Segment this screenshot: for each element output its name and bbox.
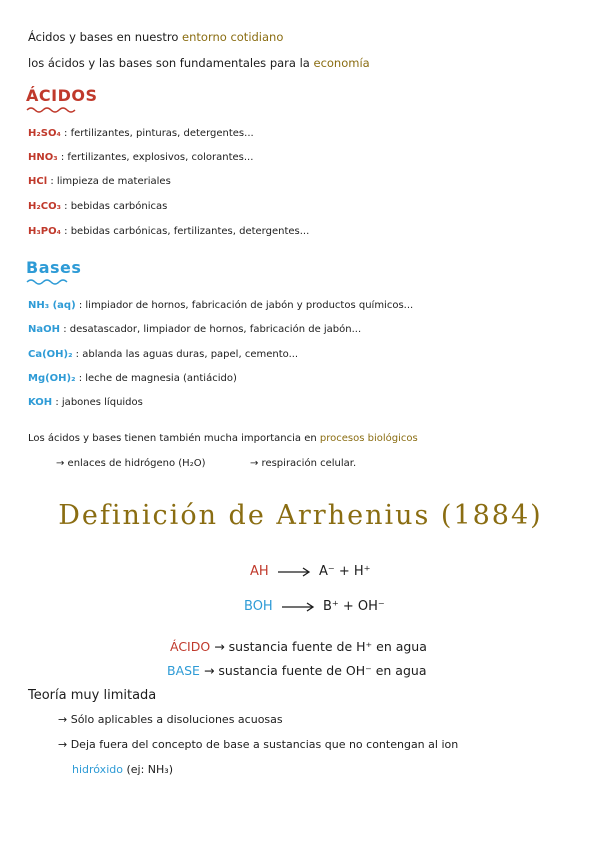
limits-heading: Teoría muy limitada [28, 688, 157, 703]
base-use: : leche de magnesia (antiácido) [78, 373, 237, 384]
arrow-icon [277, 567, 311, 577]
base-use: : jabones líquidos [55, 397, 143, 408]
base-use: : ablanda las aguas duras, papel, cemento... [75, 349, 299, 360]
intro-line-2 [28, 56, 370, 70]
intro-text-1: Ácidos y bases en nuestro [28, 30, 179, 44]
acid-formula: H₂SO₄ [28, 128, 61, 139]
eq-base-left: BOH [244, 599, 273, 614]
acid-formula: HNO₃ [28, 152, 58, 163]
def-base-text: → sustancia fuente de OH⁻ en agua [203, 663, 427, 678]
base-formula: KOH [28, 397, 53, 408]
base-use: : limpiador de hornos, fabricación de jabón y productos químicos... [78, 300, 414, 311]
limits-point-1: → Sólo aplicables a disoluciones acuosas [58, 713, 283, 726]
acid-use: : bebidas carbónicas [64, 201, 168, 212]
equation-acid [250, 564, 371, 579]
arrow-icon [281, 602, 315, 612]
intro-highlight-1: entorno cotidiano [182, 30, 284, 44]
definition-acid [170, 639, 427, 654]
bases-underline [26, 278, 72, 286]
acid-formula: H₃PO₄ [28, 226, 61, 237]
eq-acid-left: AH [250, 564, 269, 579]
bases-heading: Bases [26, 258, 82, 277]
base-formula: Ca(OH)₂ [28, 349, 73, 360]
biology-point-2: → respiración celular. [250, 458, 357, 469]
limits-point-2: → Deja fuera del concepto de base a sustancias que no contengan al ion [58, 738, 459, 751]
acid-item [28, 128, 254, 139]
base-item [28, 300, 413, 311]
base-item [28, 397, 143, 408]
eq-base-right: B⁺ + OH⁻ [322, 599, 385, 614]
eq-acid-right: A⁻ + H⁺ [318, 564, 371, 579]
def-acid-label: ÁCIDO [170, 639, 211, 654]
limits-point-2-cont [72, 763, 173, 776]
intro-text-2: los ácidos y las bases son fundamentales para la [28, 56, 310, 70]
biology-line [28, 433, 418, 444]
def-base-label: BASE [167, 663, 200, 678]
biology-highlight: procesos biológicos [319, 433, 418, 444]
equation-base [244, 599, 385, 614]
acid-use: : limpieza de materiales [50, 176, 171, 187]
limits-example: (ej: NH₃) [126, 763, 173, 776]
biology-text: Los ácidos y bases tienen también mucha importancia en [28, 433, 317, 444]
base-item [28, 324, 361, 335]
arrhenius-title: Definición de Arrhenius (1884) [58, 500, 543, 531]
acid-item [28, 201, 167, 212]
definition-base [167, 663, 426, 678]
base-use: : desatascador, limpiador de hornos, fabricación de jabón... [63, 324, 362, 335]
acid-use: : fertilizantes, explosivos, colorantes... [60, 152, 254, 163]
intro-highlight-2: economía [313, 56, 370, 70]
acids-heading: ÁCIDOS [26, 86, 98, 105]
acid-item [28, 226, 309, 237]
base-formula: NaOH [28, 324, 60, 335]
acid-use: : bebidas carbónicas, fertilizantes, detergentes... [64, 226, 310, 237]
base-item [28, 349, 298, 360]
acid-item [28, 176, 171, 187]
biology-point-1: → enlaces de hidrógeno (H₂O) [56, 458, 206, 469]
intro-line-1 [28, 30, 283, 44]
acids-underline [26, 106, 80, 114]
acid-formula: HCl [28, 176, 48, 187]
def-acid-text: → sustancia fuente de H⁺ en agua [214, 639, 427, 654]
limits-highlight: hidróxido [72, 763, 123, 776]
acid-use: : fertilizantes, pinturas, detergentes... [64, 128, 254, 139]
acid-item [28, 152, 253, 163]
base-formula: NH₃ (aq) [28, 300, 76, 311]
acid-formula: H₂CO₃ [28, 201, 61, 212]
base-formula: Mg(OH)₂ [28, 373, 76, 384]
base-item [28, 373, 237, 384]
